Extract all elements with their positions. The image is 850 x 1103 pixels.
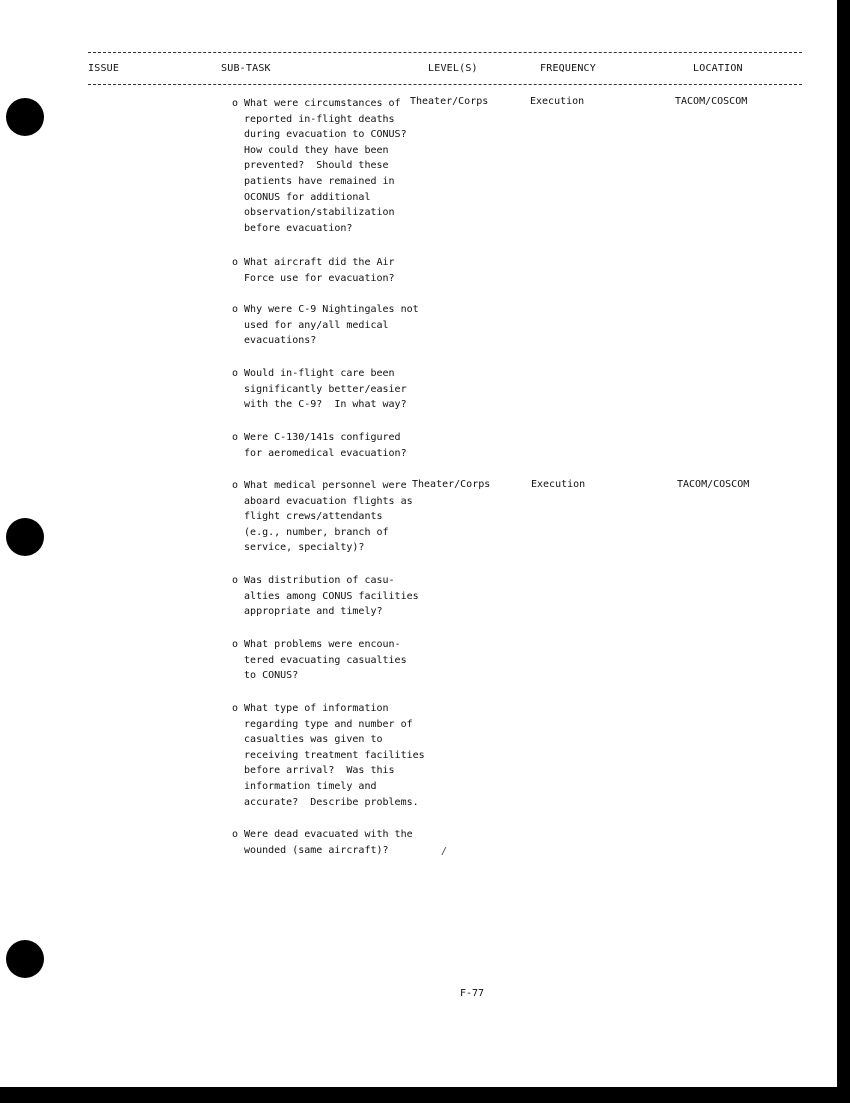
subtask-c130-configured: o Were C-130/141s configured for aeromedical evacuation? bbox=[232, 432, 407, 459]
subtask-casualty-distribution: o Was distribution of casu- alties among CONUS facilities appropriate and timely? bbox=[232, 575, 419, 618]
stray-pen-mark: / bbox=[441, 846, 448, 857]
subtask-inflight-care: o Would in-flight care been significantly better/easier with the C-9? In what way? bbox=[232, 368, 407, 411]
header-rule-top bbox=[88, 52, 802, 53]
page-number: F-77 bbox=[460, 988, 485, 999]
scan-border-right bbox=[837, 0, 850, 1103]
col-header-frequency: FREQUENCY bbox=[540, 63, 596, 74]
punch-hole-middle bbox=[6, 518, 44, 556]
col-header-subtask: SUB-TASK bbox=[221, 63, 271, 74]
scan-border-bottom bbox=[0, 1087, 850, 1103]
subtask-dead-evacuated: o Were dead evacuated with the wounded (same aircraft)? bbox=[232, 829, 413, 856]
subtask-inflight-deaths: o What were circumstances of reported in-flight deaths during evacuation to CONUS? How could they have been prevented? Should these patients have remained in OCONUS for additional observation/stabilization before evacuation? bbox=[232, 98, 407, 234]
subtask-air-force-aircraft: o What aircraft did the Air Force use for evacuation? bbox=[232, 257, 395, 284]
subtask-medical-personnel: o What medical personnel were aboard evacuation flights as flight crews/attendants (e.g., number, branch of service, specialty)? bbox=[232, 480, 413, 554]
frequency-cell: Execution bbox=[530, 96, 585, 107]
col-header-issue: ISSUE bbox=[88, 63, 120, 74]
frequency-cell: Execution bbox=[531, 479, 586, 490]
col-header-location: LOCATION bbox=[693, 63, 743, 74]
level-cell: Theater/Corps bbox=[410, 96, 489, 107]
subtask-evacuation-problems: o What problems were encoun- tered evacuating casualties to CONUS? bbox=[232, 639, 407, 682]
col-header-levels: LEVEL(S) bbox=[428, 63, 478, 74]
punch-hole-top bbox=[6, 98, 44, 136]
punch-hole-bottom bbox=[6, 940, 44, 978]
level-cell: Theater/Corps bbox=[412, 479, 491, 490]
subtask-c9-nightingales: o Why were C-9 Nightingales not used for any/all medical evacuations? bbox=[232, 304, 419, 347]
location-cell: TACOM/COSCOM bbox=[675, 96, 748, 107]
location-cell: TACOM/COSCOM bbox=[677, 479, 750, 490]
header-rule-bottom bbox=[88, 84, 802, 85]
subtask-information-given: o What type of information regarding type and number of casualties was given to receiving treatment facilities before arrival? Was this information timely and accurate? Describe problems. bbox=[232, 703, 425, 808]
